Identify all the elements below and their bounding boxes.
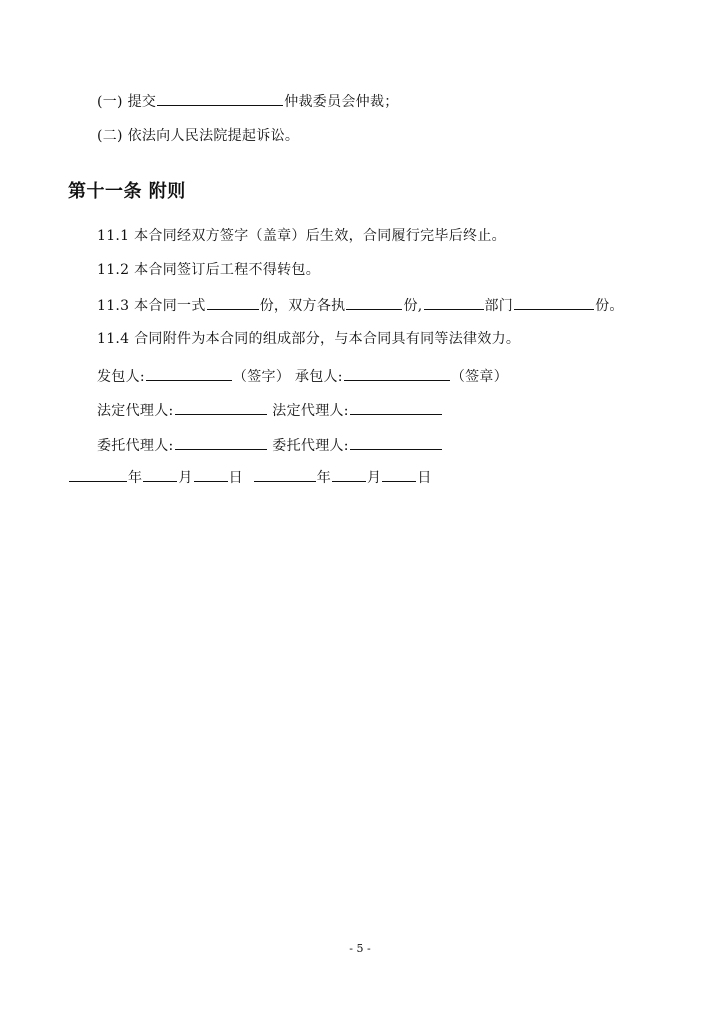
contractor-note: （签章） [450, 369, 509, 385]
left-day-label: 日 [228, 470, 243, 486]
clause-11-3-part2: 份，双方各执 [259, 298, 346, 314]
legal-rep-right-label: 法定代理人: [272, 403, 349, 419]
contractor-label: 承包人: [294, 369, 343, 385]
clause-11-3-part1: 11.3 本合同一式 [97, 298, 206, 314]
right-day-blank[interactable] [382, 467, 416, 482]
agent-left-label: 委托代理人: [97, 438, 174, 454]
signature-row-legal-reps [97, 400, 443, 421]
clause-11-3 [97, 295, 624, 316]
left-day-blank[interactable] [194, 467, 228, 482]
right-year-blank[interactable] [254, 467, 316, 482]
left-year-label: 年 [128, 470, 143, 486]
employer-note: （签字） [232, 369, 291, 385]
agent-right-label: 委托代理人: [272, 438, 349, 454]
legal-rep-left-blank[interactable] [175, 400, 267, 415]
right-month-label: 月 [367, 470, 382, 486]
employer-signature-blank[interactable] [146, 366, 232, 381]
agent-left-blank[interactable] [175, 435, 267, 450]
employer-label: 发包人: [97, 369, 145, 385]
arbitration-suffix: 仲裁委员会仲裁； [284, 94, 399, 110]
signature-row-dates [68, 467, 432, 488]
copies-total-blank[interactable] [207, 295, 259, 310]
clause-11-1: 11.1 本合同经双方签字（盖章）后生效，合同履行完毕后终止。 [97, 228, 506, 244]
left-month-blank[interactable] [143, 467, 177, 482]
arbitration-committee-blank[interactable] [157, 91, 283, 106]
left-year-blank[interactable] [69, 467, 127, 482]
copies-each-party-blank[interactable] [346, 295, 402, 310]
clause-11-3-part3: 份, [403, 298, 423, 314]
page-number: - 5 - [349, 942, 371, 955]
right-day-label: 日 [417, 470, 432, 486]
clause-11-2: 11.2 本合同签订后工程不得转包。 [97, 262, 321, 278]
left-month-label: 月 [178, 470, 193, 486]
arbitration-prefix: (一) 提交 [97, 94, 157, 110]
clause-11-4: 11.4 合同附件为本合同的组成部分，与本合同具有同等法律效力。 [97, 331, 521, 347]
department-name-blank[interactable] [424, 295, 484, 310]
signature-row-parties [97, 366, 508, 387]
dispute-option-litigation: (二) 依法向人民法院提起诉讼。 [97, 128, 300, 144]
contractor-signature-blank[interactable] [344, 366, 450, 381]
agent-right-blank[interactable] [350, 435, 442, 450]
right-year-label: 年 [316, 470, 332, 486]
dispute-option-arbitration [97, 91, 399, 112]
legal-rep-left-label: 法定代理人: [97, 403, 174, 419]
department-copies-blank[interactable] [514, 295, 594, 310]
clause-11-3-part5: 份。 [595, 298, 624, 314]
clause-11-3-part4: 部门 [484, 298, 514, 314]
right-month-blank[interactable] [332, 467, 366, 482]
section-title: 第十一条 附则 [68, 181, 186, 202]
signature-row-agents [97, 435, 443, 456]
legal-rep-right-blank[interactable] [350, 400, 442, 415]
